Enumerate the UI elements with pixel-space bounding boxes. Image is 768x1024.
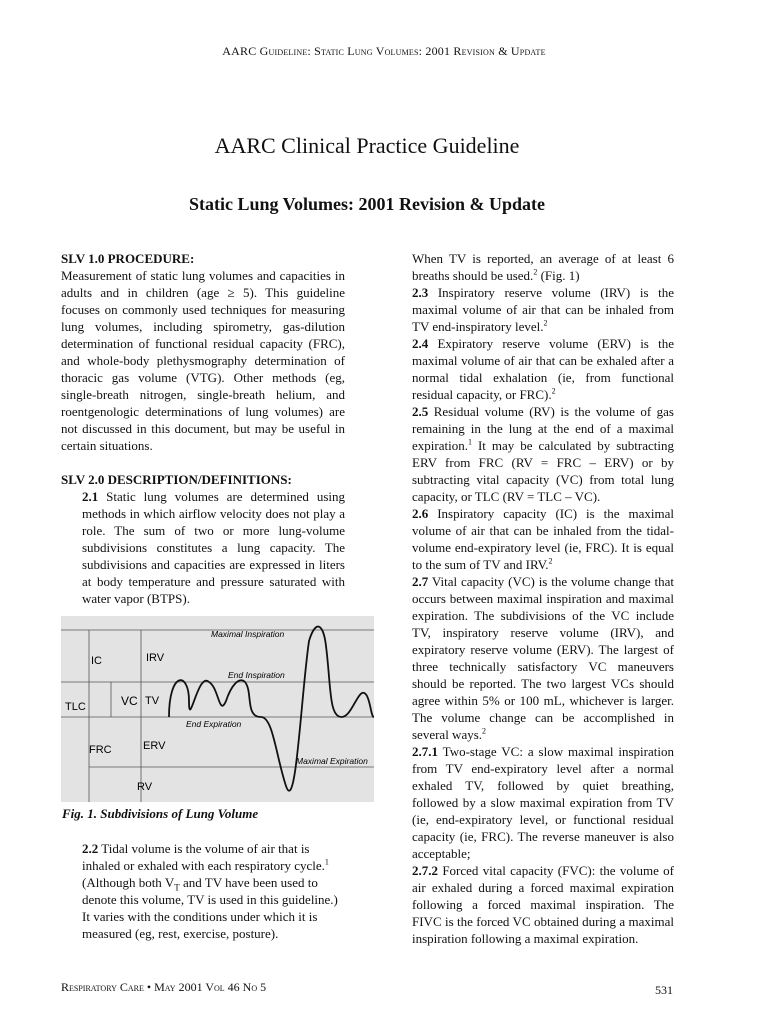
para-number: 2.3 [412,285,429,300]
para-number: 2.6 [412,506,429,521]
para-text: Residual volume (RV) is the volume of gas remaining in the lung at the end of a maximal expiration. [412,404,674,453]
right-column [412,250,674,947]
paragraph-2-4 [412,335,674,403]
label-vc: VC [121,694,138,708]
para-text: Forced vital capacity (FVC): the volume of air exhaled during a forced maximal expiration following a forced maximal inspiration. The FIVC is the forced VC obtained during a maximal inspiration following a maximal expiration. [412,863,674,946]
citation: 2 [533,267,538,277]
paragraph-2-6 [412,505,674,573]
para-number: 2.5 [412,404,429,419]
label-maximal-inspiration: Maximal Inspiration [211,629,285,639]
para-number: 2.7.1 [412,744,438,759]
footer-journal: Respiratory Care • May 2001 Vol 46 No 5 [61,980,267,994]
paragraph-2-7-2 [412,862,674,947]
label-ic: IC [91,655,102,667]
page-title: AARC Clinical Practice Guideline [214,133,520,158]
page-subtitle: Static Lung Volumes: 2001 Revision & Update [188,194,546,214]
para-text: (Although both V [82,875,175,890]
paragraph-2-2 [82,840,345,942]
label-frc: FRC [89,744,112,756]
para-text: When TV is reported, an average of at least 6 breaths should be used. [412,251,674,283]
paragraph-2-3 [412,284,674,335]
paragraph-2-7 [412,573,674,743]
paragraph-2-1 [61,488,345,607]
paragraph-2-5 [412,403,674,505]
para-text: Expiratory reserve volume (ERV) is the maximal volume of air that can be exhaled after a normal tidal exhalation (ie, from functional residual capacity, or FRC). [412,336,674,402]
para-text: Inspiratory capacity (IC) is the maximal volume of air that can be inhaled from the tidal-volume end-expiratory level (ie, FRC). It is equal to the sum of TV and IRV. [412,506,674,572]
label-end-inspiration: End Inspiration [228,670,285,680]
running-head: AARC Guideline: Static Lung Volumes: 2001 Revision & Update [222,44,546,58]
para-text: Vital capacity (VC) is the volume change that occurs between maximal inspiration and maximal expiration. The subdivisions of the VC include TV, inspiratory reserve volume (IRV), and expiratory reserve volume (ERV). The largest of three technically satisfactory VC maneuvers should be reported. The two largest VCs should agree within 5% or 100 mL, whichever is larger. The volume change can be accomplished in several ways. [412,574,674,742]
citation: 2 [482,726,487,736]
para-number: 2.7 [412,574,429,589]
citation: 1 [324,857,329,867]
lung-volume-figure [61,616,374,802]
section-heading-definitions: SLV 2.0 DESCRIPTION/DEFINITIONS: [61,472,292,487]
figure-background [61,616,374,802]
procedure-paragraph: Measurement of static lung volumes and capacities in adults and in children (age ≥ 5). This guideline focuses on commonly used techniques for measuring lung volumes, including spirometry, gas-dilution determination of functional residual capacity (FRC), and whole-body plethysmography determination of thoracic gas volume (VTG). Other methods (eg, single-breath nitrogen, single-breath helium, and roentgenologic determinations of lung volumes) are not discussed in this document, but may be useful in certain situations. [61,268,345,453]
citation: 2 [543,318,548,328]
para-text: Static lung volumes are determined using methods in which airflow velocity does not play a role. The sum of two or more lung-volume subdivisions constitutes a lung capacity. The subdivisions and capacities are expressed in liters at body temperature and pressure saturated with water vapor (BTPS). [82,489,346,606]
citation: 1 [467,437,472,447]
citation: 2 [548,556,553,566]
page-number: 531 [655,983,673,997]
label-tv: TV [145,695,160,707]
para-text: Two-stage VC: a slow maximal inspiration from TV end-expiratory level after a normal exhaled TV, followed by quiet breathing, followed by a slow maximal expiration from TV (ie, end-expiratory level, or functional residual capacity (ie, FRC). The reverse maneuver is also acceptable; [412,744,674,861]
label-end-expiration: End Expiration [186,719,242,729]
para-number: 2.7.2 [412,863,438,878]
label-irv: IRV [146,652,165,664]
paragraph-2-7-1 [412,743,674,862]
label-erv: ERV [143,740,166,752]
para-text: Inspiratory reserve volume (IRV) is the maximal volume of air that can be inhaled from TV end-inspiratory level. [412,285,674,334]
para-text: and TV have been used to denote this volume, TV is used in this guideline.) It varies with the conditions under which it is measured (eg, rest, exercise, posture). [82,875,338,941]
spacer [61,454,345,471]
para-number: 2.4 [412,336,429,351]
para-number: 2.2 [82,841,99,856]
citation: 2 [551,386,556,396]
para-text: It may be calculated by subtracting ERV from FRC (RV = FRC – ERV) or by subtracting vital capacity (VC) from total lung capacity, or TLC (RV = TLC – VC). [412,438,674,504]
label-rv: RV [137,781,153,793]
para-number: 2.1 [82,489,99,504]
paragraph-tv-report [412,250,674,284]
para-text: Tidal volume is the volume of air that is inhaled or exhaled with each respiratory cycle. [82,841,325,873]
figure-caption: Fig. 1. Subdivisions of Lung Volume [62,806,259,821]
label-tlc: TLC [65,701,86,713]
left-column [61,250,345,607]
para-text: (Fig. 1) [537,268,580,283]
section-heading-procedure: SLV 1.0 PROCEDURE: [61,251,195,266]
subscript: T [174,882,180,893]
label-maximal-expiration: Maximal Expiration [296,756,368,766]
